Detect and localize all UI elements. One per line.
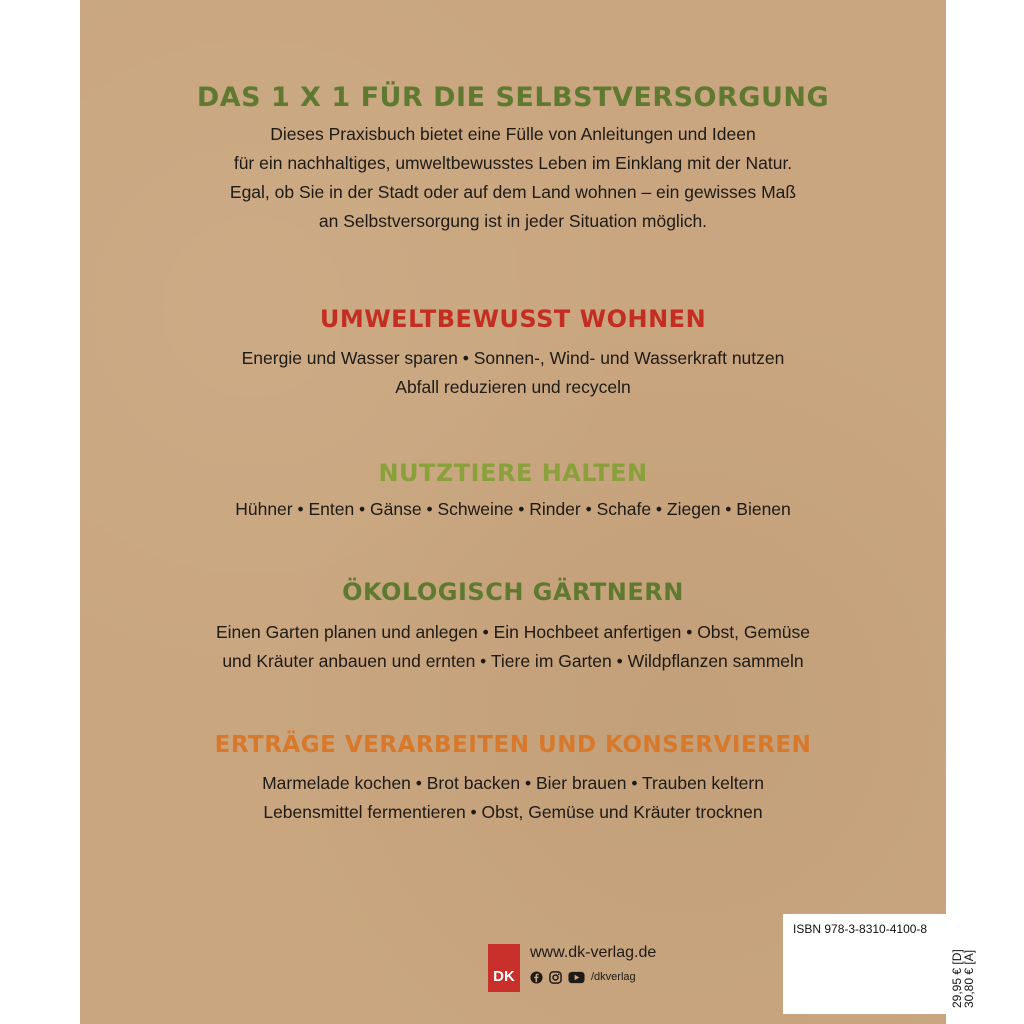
price-germany: 29,95 € [D] xyxy=(950,949,964,1008)
section-title-ertraege-verarbeiten: ERTRÄGE VERARBEITEN UND KONSERVIEREN xyxy=(214,732,812,758)
social-links xyxy=(530,968,636,986)
intro-line: Egal, ob Sie in der Stadt oder auf dem Land wohnen – ein gewisses Maß xyxy=(229,182,797,202)
section-line: Marmelade kochen • Brot backen • Bier brauen • Trauben keltern xyxy=(262,773,764,793)
youtube-icon xyxy=(568,971,585,984)
section-line: Einen Garten planen und anlegen • Ein Hochbeet anfertigen • Obst, Gemüse xyxy=(215,622,811,642)
price-austria: 30,80 € [A] xyxy=(962,949,976,1008)
instagram-icon xyxy=(549,971,562,984)
intro-text xyxy=(80,120,946,236)
isbn-number: ISBN 978-3-8310-4100-8 xyxy=(793,922,928,936)
section-text-umweltbewusst-wohnen xyxy=(80,344,946,402)
section-text-ertraege-verarbeiten xyxy=(80,769,946,827)
section-line: und Kräuter anbauen und ernten • Tiere im Garten • Wildpflanzen sammeln xyxy=(222,651,804,671)
price-block xyxy=(950,949,976,1008)
section-title-oekologisch-gaertnern: ÖKOLOGISCH GÄRTNERN xyxy=(342,578,684,606)
book-back-cover xyxy=(80,0,976,1024)
section-text-nutztiere-halten xyxy=(80,495,946,524)
intro-line: für ein nachhaltiges, umweltbewusstes Leben im Einklang mit der Natur. xyxy=(233,153,793,173)
isbn-barcode-box xyxy=(783,914,983,1014)
social-handle: /dkverlag xyxy=(591,971,636,983)
section-title-umweltbewusst-wohnen: UMWELTBEWUSST WOHNEN xyxy=(319,305,707,333)
dk-logo xyxy=(488,944,520,992)
publisher-website: www.dk-verlag.de xyxy=(530,944,657,961)
section-text-oekologisch-gaertnern xyxy=(80,618,946,676)
intro-line: Dieses Praxisbuch bietet eine Fülle von Anleitungen und Ideen xyxy=(270,124,756,144)
intro-title: DAS 1 X 1 FÜR DIE SELBSTVERSORGUNG xyxy=(196,82,830,113)
section-line: Lebensmittel fermentieren • Obst, Gemüse und Kräuter trocknen xyxy=(263,802,763,822)
intro-line: an Selbstversorgung ist in jeder Situation möglich. xyxy=(318,211,708,231)
section-line: Energie und Wasser sparen • Sonnen-, Wind- und Wasserkraft nutzen xyxy=(241,348,785,368)
section-line: Hühner • Enten • Gänse • Schweine • Rinder • Schafe • Ziegen • Bienen xyxy=(235,499,791,519)
facebook-icon xyxy=(530,971,543,984)
section-line: Abfall reduzieren und recyceln xyxy=(395,377,631,397)
section-title-nutztiere-halten: NUTZTIERE HALTEN xyxy=(378,459,648,487)
dk-logo-text: DK xyxy=(493,968,515,985)
